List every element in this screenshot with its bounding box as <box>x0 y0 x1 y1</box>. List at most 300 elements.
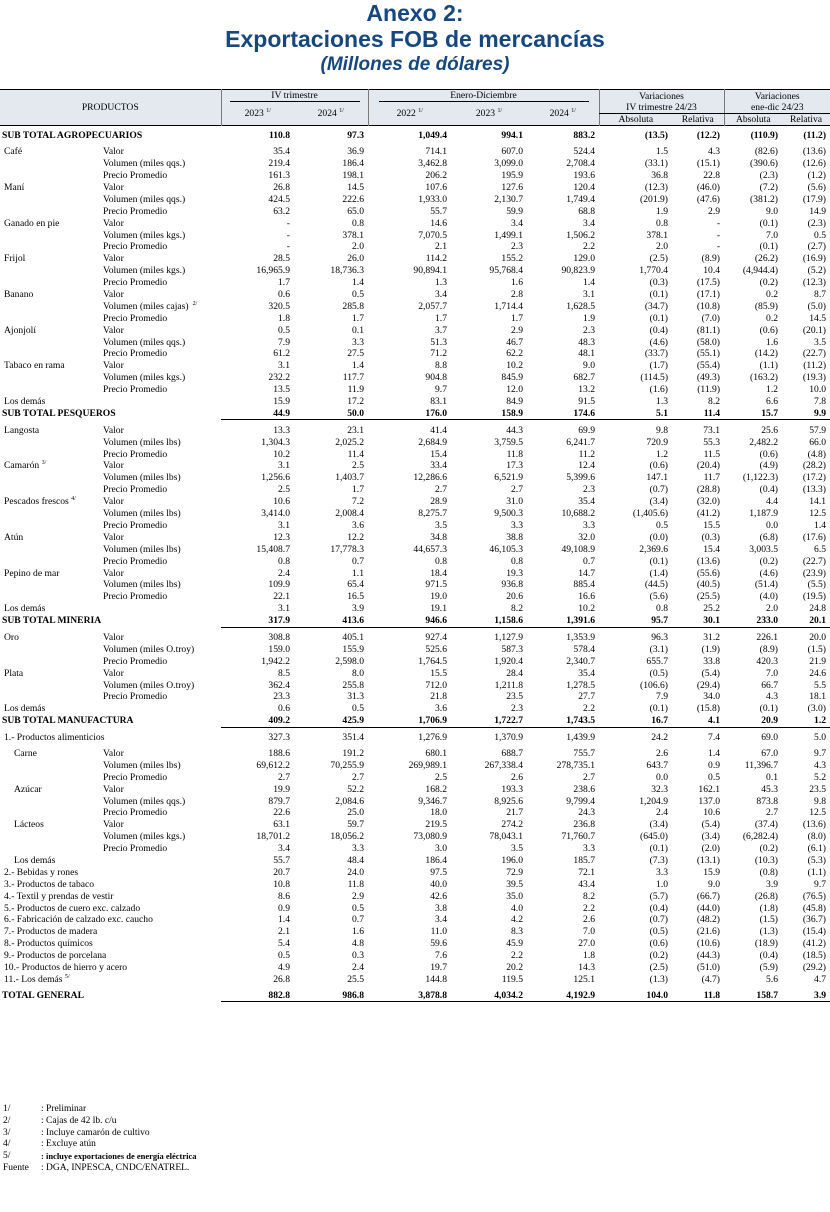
product-name: 5.- Productos de cuero exc. calzado <box>4 902 141 914</box>
value-cell: - <box>716 241 721 253</box>
value-cell: 0.3 <box>352 950 364 962</box>
value-cell: 7.0 <box>766 229 779 241</box>
value-cell: 97.5 <box>430 866 447 878</box>
value-cell: 34.8 <box>430 531 447 543</box>
value-cell: 18.0 <box>430 807 447 819</box>
table-row <box>0 819 830 831</box>
value-cell: 3.1 <box>583 289 596 301</box>
value-cell: (81.1) <box>696 324 721 336</box>
table-row <box>0 543 830 555</box>
product-name: Oro <box>4 631 19 643</box>
value-cell: (17.5) <box>696 277 721 289</box>
value-cell: 0.9 <box>708 759 721 771</box>
table-row <box>0 324 830 336</box>
value-cell: (5.2) <box>807 265 827 277</box>
table-row <box>0 182 830 194</box>
value-cell: 1.5 <box>656 146 669 158</box>
value-cell: 255.8 <box>342 679 364 691</box>
value-cell: (5.4) <box>701 819 721 831</box>
value-cell: 6.6 <box>766 396 779 408</box>
footnote-key: Fuente <box>3 1162 29 1173</box>
value-cell: 7.0 <box>583 926 596 938</box>
value-cell: 1.4 <box>814 519 827 531</box>
value-cell: 73,080.9 <box>413 831 447 843</box>
measure-text: Valor <box>103 567 124 579</box>
value-cell: 62.2 <box>506 348 523 360</box>
value-cell: (0.1) <box>759 703 779 715</box>
value-cell: 193.3 <box>501 783 523 795</box>
value-cell: 13.2 <box>578 384 596 396</box>
measure-label <box>103 508 221 520</box>
value-cell: (0.8) <box>759 866 779 878</box>
product-name <box>0 336 103 348</box>
table-row <box>0 436 830 448</box>
product-name <box>0 193 103 205</box>
measure-label <box>103 472 221 484</box>
value-cell: (4.6) <box>649 336 669 348</box>
measure-text: Volumen (miles lbs) <box>103 579 181 591</box>
product-name <box>0 520 103 532</box>
product-name: Los demás <box>4 603 46 615</box>
value-cell: 1.3 <box>656 396 669 408</box>
measure-label <box>103 520 221 532</box>
measure-label <box>103 496 221 508</box>
value-cell: 2.7 <box>766 807 779 819</box>
subtotal-row <box>0 989 830 1001</box>
value-cell: (5.3) <box>807 854 827 866</box>
product-name <box>0 312 103 324</box>
value-cell: 3.1 <box>278 519 290 531</box>
iv-trimestre-header: IV trimestre <box>221 90 368 103</box>
value-cell: 1.0 <box>656 878 669 890</box>
table-row <box>0 205 830 217</box>
measure-label <box>103 632 221 644</box>
measure-label <box>103 732 221 744</box>
value-cell: 52.2 <box>347 783 364 795</box>
measure-text: Precio Promedio <box>103 807 168 819</box>
measure-label <box>103 396 221 408</box>
value-cell: 2.1 <box>278 926 290 938</box>
footnote-ref: 4/ <box>71 496 76 503</box>
value-cell: 0.7 <box>352 914 364 926</box>
product-name <box>0 348 103 360</box>
value-cell: (3.1) <box>649 643 669 655</box>
value-cell: 5,399.6 <box>566 472 596 484</box>
value-cell: (82.6) <box>754 146 779 158</box>
product-name: 7.- Productos de madera <box>4 926 98 938</box>
relativa-iv-header: Relativa <box>681 114 714 125</box>
value-cell: 66.7 <box>761 679 779 691</box>
product-name: Maní <box>4 182 25 193</box>
value-cell: (1.1) <box>807 866 827 878</box>
value-cell: 8.5 <box>278 667 290 679</box>
value-cell: 238.6 <box>573 783 596 795</box>
table-row <box>0 289 830 301</box>
value-cell: 2.9 <box>352 890 364 902</box>
value-cell: 12.4 <box>578 460 596 472</box>
value-cell: 2.9 <box>511 324 523 336</box>
value-cell: 65.4 <box>347 579 364 591</box>
value-cell: 41.4 <box>430 424 447 436</box>
table-row <box>0 679 830 691</box>
value-cell: (0.4) <box>649 902 669 914</box>
table-row <box>0 170 830 182</box>
value-cell: 32.3 <box>651 783 669 795</box>
value-cell: 28.5 <box>273 253 290 265</box>
value-cell: 3.4 <box>511 217 523 229</box>
value-cell: 48.1 <box>578 348 596 360</box>
measure-text: Valor <box>103 182 124 193</box>
value-cell: (47.6) <box>696 193 721 205</box>
value-cell: 17.2 <box>347 396 364 408</box>
subtotal-row <box>0 407 830 419</box>
value-cell: 185.7 <box>573 854 596 866</box>
value-cell: (0.3) <box>701 531 721 543</box>
value-cell: 0.5 <box>278 950 290 962</box>
value-cell: 25.2 <box>703 603 721 615</box>
value-cell: 4.3 <box>814 759 827 771</box>
value-cell: 14.3 <box>578 962 596 973</box>
value-cell: 1,722.7 <box>451 715 527 727</box>
table-row <box>0 973 830 985</box>
value-cell: 0.7 <box>352 555 364 567</box>
value-cell: 35.0 <box>506 890 523 902</box>
value-cell: 2,369.6 <box>639 543 669 555</box>
value-cell: 5.4 <box>278 938 290 950</box>
product-name: TOTAL GENERAL <box>2 990 85 1002</box>
value-cell: (26.2) <box>754 253 779 265</box>
value-cell: 110.8 <box>268 130 290 142</box>
value-cell: (44.0) <box>696 902 721 914</box>
value-cell: (0.4) <box>759 484 779 496</box>
product-name: 9.- Productos de porcelana <box>4 950 107 962</box>
measure-label <box>103 300 221 312</box>
value-cell: (17.1) <box>696 289 721 301</box>
value-cell: 206.2 <box>425 170 447 182</box>
value-cell: 0.1 <box>766 771 779 783</box>
measure-label <box>103 831 221 843</box>
measure-label <box>103 771 221 783</box>
product-name: Banano <box>4 289 34 301</box>
value-cell: 15,408.7 <box>256 543 290 555</box>
table-row <box>0 229 830 241</box>
value-cell: 2,482.2 <box>749 436 779 448</box>
value-cell: (33.7) <box>644 348 669 360</box>
value-cell: 0.5 <box>352 902 364 914</box>
footnote-ref: 3/ <box>41 460 47 467</box>
product-name: Lácteos <box>14 819 44 831</box>
value-cell: 31.0 <box>506 496 523 508</box>
value-cell: 11.9 <box>347 384 364 396</box>
value-cell: 0.7 <box>583 555 596 567</box>
value-cell: 1.9 <box>583 312 596 324</box>
value-cell: 1,628.5 <box>566 300 596 312</box>
value-cell: 96.3 <box>651 631 669 643</box>
subtotal-row <box>0 715 830 727</box>
report-title: Exportaciones FOB de mercancías <box>225 26 605 52</box>
value-cell: 12.3 <box>273 531 290 543</box>
value-cell: (15.8) <box>696 703 721 715</box>
value-cell: 3.9 <box>782 989 830 1001</box>
value-cell: (11.2) <box>803 130 827 142</box>
value-cell: (49.3) <box>696 372 721 384</box>
value-cell: 405.1 <box>342 631 364 643</box>
table-row <box>0 277 830 289</box>
value-cell: 1.2 <box>656 448 669 460</box>
value-cell: 1,204.9 <box>639 795 669 807</box>
value-cell: 11.8 <box>672 989 724 1001</box>
value-cell: 8,925.6 <box>494 795 523 807</box>
measure-text: Volumen (miles lbs) <box>103 759 181 771</box>
measure-label <box>103 241 221 253</box>
value-cell: 3.6 <box>352 519 364 531</box>
value-cell: (28.2) <box>802 460 827 472</box>
value-cell: 129.0 <box>573 253 596 265</box>
measure-label <box>103 973 221 985</box>
table-row <box>0 655 830 667</box>
measure-label <box>103 205 221 217</box>
value-cell: 7.0 <box>766 667 779 679</box>
value-cell: (20.1) <box>802 324 827 336</box>
value-cell: 15.7 <box>724 407 782 419</box>
value-cell: 72.9 <box>506 866 523 878</box>
value-cell: 9.0 <box>583 360 596 372</box>
value-cell: (0.7) <box>649 914 669 926</box>
value-cell: 90,823.9 <box>561 265 596 277</box>
value-cell: 20.6 <box>506 591 523 603</box>
value-cell: 16.6 <box>578 591 596 603</box>
table-row <box>0 632 830 644</box>
footnote-key: 2/ <box>3 1115 11 1126</box>
footnote-key: 4/ <box>3 1139 11 1150</box>
value-cell: 2,025.2 <box>335 436 364 448</box>
value-cell: 2,130.7 <box>494 193 523 205</box>
value-cell: 84.9 <box>506 396 523 408</box>
value-cell: 2.2 <box>583 902 596 914</box>
product-name: Langosta <box>4 424 40 436</box>
value-cell: 195.9 <box>501 170 523 182</box>
value-cell: 14.5 <box>809 312 827 324</box>
value-cell: 226.1 <box>756 631 779 643</box>
measure-label <box>103 384 221 396</box>
value-cell: (12.3) <box>802 277 827 289</box>
value-cell: (0.0) <box>649 531 669 543</box>
value-cell: 12,286.6 <box>413 472 447 484</box>
value-cell: 155.9 <box>342 643 364 655</box>
measure-text: Precio Promedio <box>103 655 168 667</box>
product-name <box>0 843 103 855</box>
product-name <box>0 496 103 508</box>
value-cell: (32.0) <box>696 496 721 508</box>
measure-label <box>103 555 221 567</box>
value-cell: 11.0 <box>430 926 447 938</box>
measure-label <box>103 667 221 679</box>
value-cell: 18,736.3 <box>330 265 364 277</box>
value-cell: (13.6) <box>802 146 827 158</box>
value-cell: 1,158.6 <box>451 615 527 627</box>
value-cell: 4.9 <box>278 962 290 973</box>
value-cell: 95,768.4 <box>489 265 523 277</box>
value-cell: 1.4 <box>278 914 290 926</box>
value-cell: 17.3 <box>506 460 523 472</box>
value-cell: 71,760.7 <box>561 831 596 843</box>
value-cell: 0.5 <box>352 703 364 715</box>
value-cell: 147.1 <box>646 472 669 484</box>
product-name <box>0 300 103 312</box>
value-cell: 2.8 <box>511 289 523 301</box>
value-cell: 1,403.7 <box>335 472 364 484</box>
value-cell: 30.1 <box>672 615 724 627</box>
value-cell: 3.4 <box>435 914 447 926</box>
value-cell: 269,989.1 <box>408 759 447 771</box>
value-cell: 13.5 <box>273 384 290 396</box>
measure-text: Volumen (miles kgs.) <box>103 831 186 843</box>
table-row <box>0 348 830 360</box>
value-cell: 8.7 <box>814 289 827 301</box>
value-cell: 3.3 <box>583 519 596 531</box>
value-cell: (0.1) <box>649 312 669 324</box>
value-cell: 1.1 <box>352 567 364 579</box>
measure-text: Valor <box>103 531 124 543</box>
value-cell: 55.7 <box>273 854 290 866</box>
value-cell: 2.2 <box>583 703 596 715</box>
product-name <box>0 158 103 170</box>
measure-text: Valor <box>103 289 124 301</box>
measure-text: Valor <box>103 747 124 759</box>
value-cell: 712.0 <box>425 679 447 691</box>
variaciones-iv-header: Variaciones <box>599 90 724 103</box>
value-cell: (6.1) <box>807 843 827 855</box>
measure-text: Valor <box>103 424 124 436</box>
value-cell: 20.7 <box>273 866 290 878</box>
value-cell: 0.5 <box>814 229 827 241</box>
value-cell: (48.2) <box>696 914 721 926</box>
value-cell: 11.2 <box>578 448 596 460</box>
value-cell: 7.4 <box>708 732 721 744</box>
measure-text: Volumen (miles kgs.) <box>103 372 186 384</box>
value-cell: (0.2) <box>759 277 779 289</box>
table-row <box>0 460 830 472</box>
value-cell: 12.2 <box>347 531 364 543</box>
table-row <box>0 265 830 277</box>
value-cell: 32.0 <box>578 531 596 543</box>
value-cell: 1,770.4 <box>639 265 669 277</box>
value-cell: 2.4 <box>278 567 290 579</box>
value-cell: (0.6) <box>649 460 669 472</box>
table-row <box>0 241 830 253</box>
value-cell: 8.6 <box>278 890 290 902</box>
value-cell: 63.1 <box>273 819 290 831</box>
table-row <box>0 950 830 962</box>
measure-text: Volumen (miles kgs.) <box>103 265 186 277</box>
value-cell: (17.6) <box>802 531 827 543</box>
value-cell: 15.5 <box>703 519 721 531</box>
measure-text: Valor <box>103 819 124 831</box>
value-cell: 15.9 <box>703 866 721 878</box>
value-cell: 2.4 <box>656 807 669 819</box>
value-cell: 67.0 <box>761 747 779 759</box>
value-cell: (1.5) <box>759 914 779 926</box>
value-cell: 0.5 <box>708 771 721 783</box>
year-2023-header: 2023 $^{1/}$ <box>221 102 294 126</box>
value-cell: 4,034.2 <box>451 989 527 1001</box>
value-cell: 2,340.7 <box>566 655 596 667</box>
value-cell: (5.6) <box>649 591 669 603</box>
value-cell: 3.9 <box>766 878 779 890</box>
table-row <box>0 567 830 579</box>
measure-text: Volumen (miles lbs) <box>103 543 181 555</box>
measure-text: Valor <box>103 496 124 508</box>
table-row <box>0 855 830 867</box>
value-cell: 7.9 <box>278 336 290 348</box>
measure-text: Precio Promedio <box>103 519 168 531</box>
value-cell: 3,003.5 <box>749 543 779 555</box>
value-cell: 158.9 <box>451 407 527 419</box>
value-cell: 219.5 <box>425 819 447 831</box>
product-name: Plata <box>4 667 24 679</box>
value-cell: 95.7 <box>599 615 672 627</box>
product-name <box>0 508 103 520</box>
measure-text: Valor <box>103 253 124 265</box>
value-cell: (13.3) <box>802 484 827 496</box>
value-cell: 682.7 <box>573 372 596 384</box>
measure-label <box>103 655 221 667</box>
value-cell: 1,276.9 <box>418 732 447 744</box>
value-cell: 125.1 <box>573 973 596 985</box>
value-cell: (12.6) <box>802 158 827 170</box>
value-cell: (4.9) <box>759 460 779 472</box>
value-cell: (13.6) <box>802 819 827 831</box>
table-row <box>0 748 830 760</box>
table-row <box>0 938 830 950</box>
value-cell: 35.4 <box>578 667 596 679</box>
value-cell: 2.4 <box>352 962 364 973</box>
value-cell: 11.5 <box>703 448 721 460</box>
value-cell: (25.5) <box>696 591 721 603</box>
value-cell: (4.8) <box>807 448 827 460</box>
value-cell: (106.6) <box>640 679 669 691</box>
exports-table <box>0 89 830 1002</box>
value-cell: 13.3 <box>273 424 290 436</box>
value-cell: 0.8 <box>278 555 290 567</box>
value-cell: 524.4 <box>573 146 596 158</box>
product-name: Frijol <box>4 253 26 265</box>
table-row <box>0 579 830 591</box>
value-cell: 755.7 <box>573 747 596 759</box>
value-cell: 11.4 <box>347 448 364 460</box>
measure-text: Precio Promedio <box>103 384 168 396</box>
value-cell: 27.7 <box>578 691 596 703</box>
measure-text: Precio Promedio <box>103 277 168 289</box>
value-cell: 11.7 <box>703 472 721 484</box>
value-cell: 23.5 <box>506 691 523 703</box>
value-cell: (2.3) <box>807 217 827 229</box>
value-cell: 70,255.9 <box>330 759 364 771</box>
value-cell: 0.2 <box>766 312 779 324</box>
product-name <box>0 436 103 448</box>
product-name: Ajonjolí <box>4 324 36 336</box>
value-cell: 0.8 <box>656 603 669 615</box>
value-cell: 236.8 <box>573 819 596 831</box>
measure-text: Volumen (miles kgs.) <box>103 229 186 241</box>
table-row <box>0 484 830 496</box>
value-cell: (3.4) <box>701 831 721 843</box>
value-cell: (201.9) <box>640 193 669 205</box>
value-cell: 20.1 <box>782 615 830 627</box>
value-cell: 14.5 <box>347 182 364 193</box>
measure-text: Volumen (miles lbs) <box>103 508 181 520</box>
product-name <box>0 795 103 807</box>
